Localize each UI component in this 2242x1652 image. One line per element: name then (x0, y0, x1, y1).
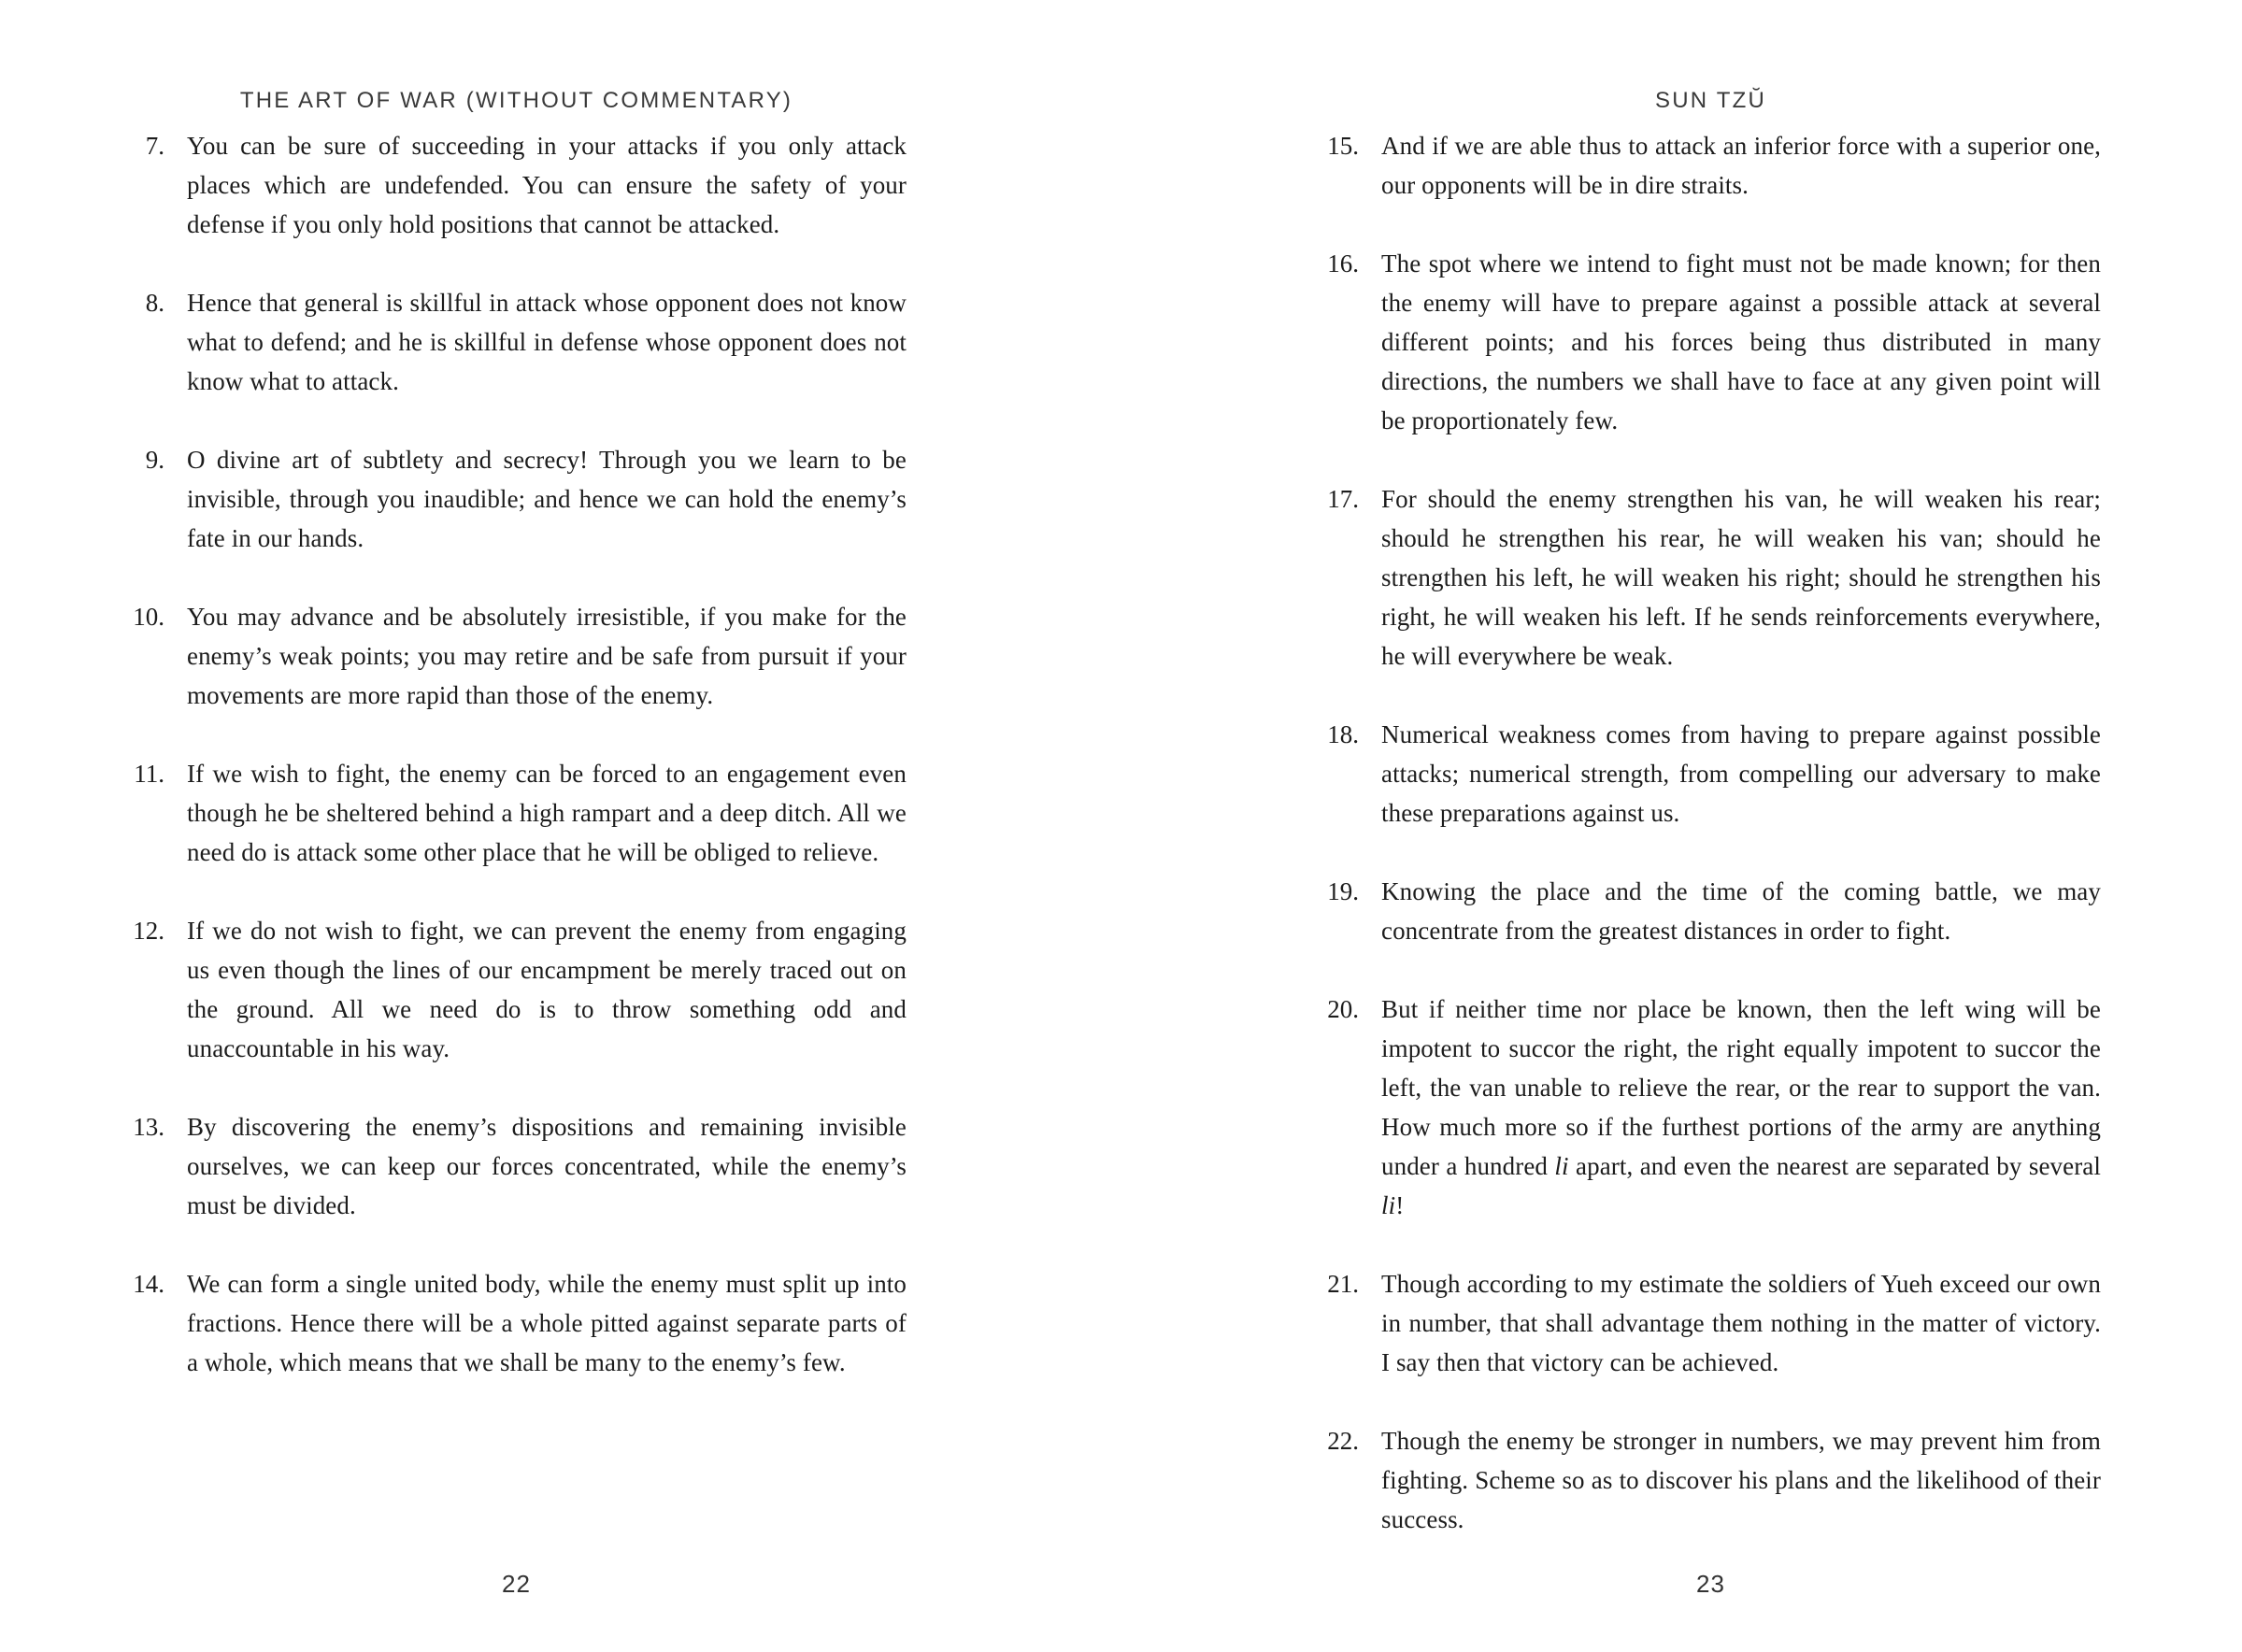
list-item (126, 283, 907, 401)
item-text: Though according to my estimate the soldiers of Yueh exceed our own in number, that shall advantage them nothing in the matter of victory. I say then that victory can be achieved. (1381, 1270, 2101, 1376)
page-right (1321, 0, 2101, 1652)
item-number: 16. (1327, 249, 1359, 278)
list-item (1321, 715, 2101, 833)
item-number: 9. (145, 446, 164, 474)
item-text: The spot where we intend to fight must not be made known; for then the enemy will have to prepare against a possible attack at several different points; and his forces being thus distributed in many directions, the numbers we shall have to face at any given point will be proportionately few. (1381, 249, 2101, 434)
list-item (1321, 990, 2101, 1225)
list-item (126, 754, 907, 872)
item-text: Though the enemy be stronger in numbers, we may prevent him from fighting. Scheme so as to discover his plans and the likelihood of their success. (1381, 1427, 2101, 1533)
item-number: 20. (1327, 995, 1359, 1023)
list-item (1321, 244, 2101, 440)
list-item (1321, 126, 2101, 205)
item-number: 10. (133, 603, 164, 631)
paragraph-list-left (126, 126, 907, 1382)
item-text: We can form a single united body, while the enemy must split up into fractions. Hence there will be a whole pitted against separate parts of a whole, which means that we shall be many to the enemy’s few. (187, 1270, 907, 1376)
list-item (126, 1107, 907, 1225)
item-text: Knowing the place and the time of the coming battle, we may concentrate from the greatest distances in order to fight. (1381, 877, 2101, 945)
item-text: And if we are able thus to attack an inferior force with a superior one, our opponents will be in dire straits. (1381, 132, 2101, 199)
list-item (126, 1264, 907, 1382)
item-text: Hence that general is skillful in attack whose opponent does not know what to defend; and he is skillful in defense whose opponent does not know what to attack. (187, 289, 907, 395)
item-text: If we do not wish to fight, we can prevent the enemy from engaging us even though the lines of our encampment be merely traced out on the ground. All we need do is to throw something odd and unaccountable in his way. (187, 917, 907, 1062)
list-item (1321, 479, 2101, 676)
item-number: 13. (133, 1113, 164, 1141)
item-number: 7. (145, 132, 164, 160)
list-item (126, 597, 907, 715)
item-number: 21. (1327, 1270, 1359, 1298)
list-item (1321, 872, 2101, 950)
item-number: 19. (1327, 877, 1359, 905)
item-text: By discovering the enemy’s dispositions and remaining invisible ourselves, we can keep our forces concentrated, while the enemy’s must be divided. (187, 1113, 907, 1219)
item-text: You may advance and be absolutely irresistible, if you make for the enemy’s weak points; you may retire and be safe from pursuit if your movements are more rapid than those of the enemy. (187, 603, 907, 709)
item-text: Numerical weakness comes from having to prepare against possible attacks; numerical strength, from compelling our adversary to make these preparations against us. (1381, 720, 2101, 827)
item-text: If we wish to fight, the enemy can be forced to an engagement even though he be sheltered behind a high rampart and a deep ditch. All we need do is attack some other place that he will be obliged to relieve. (187, 760, 907, 866)
list-item (1321, 1421, 2101, 1539)
item-number: 18. (1327, 720, 1359, 748)
running-header-right: SUN TZŬ (1655, 88, 1766, 113)
item-number: 8. (145, 289, 164, 317)
running-header-left: THE ART OF WAR (WITHOUT COMMENTARY) (239, 88, 793, 113)
item-number: 15. (1327, 132, 1359, 160)
item-text: O divine art of subtlety and secrecy! Through you we learn to be invisible, through you inaudible; and hence we can hold the enemy’s fate in our hands. (187, 446, 907, 552)
item-number: 22. (1327, 1427, 1359, 1455)
list-item (126, 126, 907, 244)
list-item (126, 911, 907, 1068)
list-item (126, 440, 907, 558)
item-number: 17. (1327, 485, 1359, 513)
item-text: You can be sure of succeeding in your attacks if you only attack places which are undefended. You can ensure the safety of your defense if you only hold positions that cannot be attacked. (187, 132, 907, 238)
item-text: For should the enemy strengthen his van, he will weaken his rear; should he strengthen his rear, he will weaken his van; should he strengthen his left, he will weaken his right; should he strengthen his right, he will weaken his left. If he sends reinforcements everywhere, he will everywhere be weak. (1381, 485, 2101, 670)
paragraph-list-right (1321, 126, 2101, 1539)
item-text: But if neither time nor place be known, then the left wing will be impotent to succor the right, the right equally impotent to succor the left, the van unable to relieve the rear, or the rear to support the van. How much more so if the furthest portions of the army are anything under a hundred li apart, and even the nearest are separated by several li! (1381, 995, 2101, 1219)
page-number-right: 23 (1696, 1570, 1725, 1598)
list-item (1321, 1264, 2101, 1382)
page-number-left: 22 (502, 1570, 531, 1598)
page-left (126, 0, 907, 1652)
item-number: 12. (133, 917, 164, 945)
item-number: 11. (134, 760, 164, 788)
item-number: 14. (133, 1270, 164, 1298)
